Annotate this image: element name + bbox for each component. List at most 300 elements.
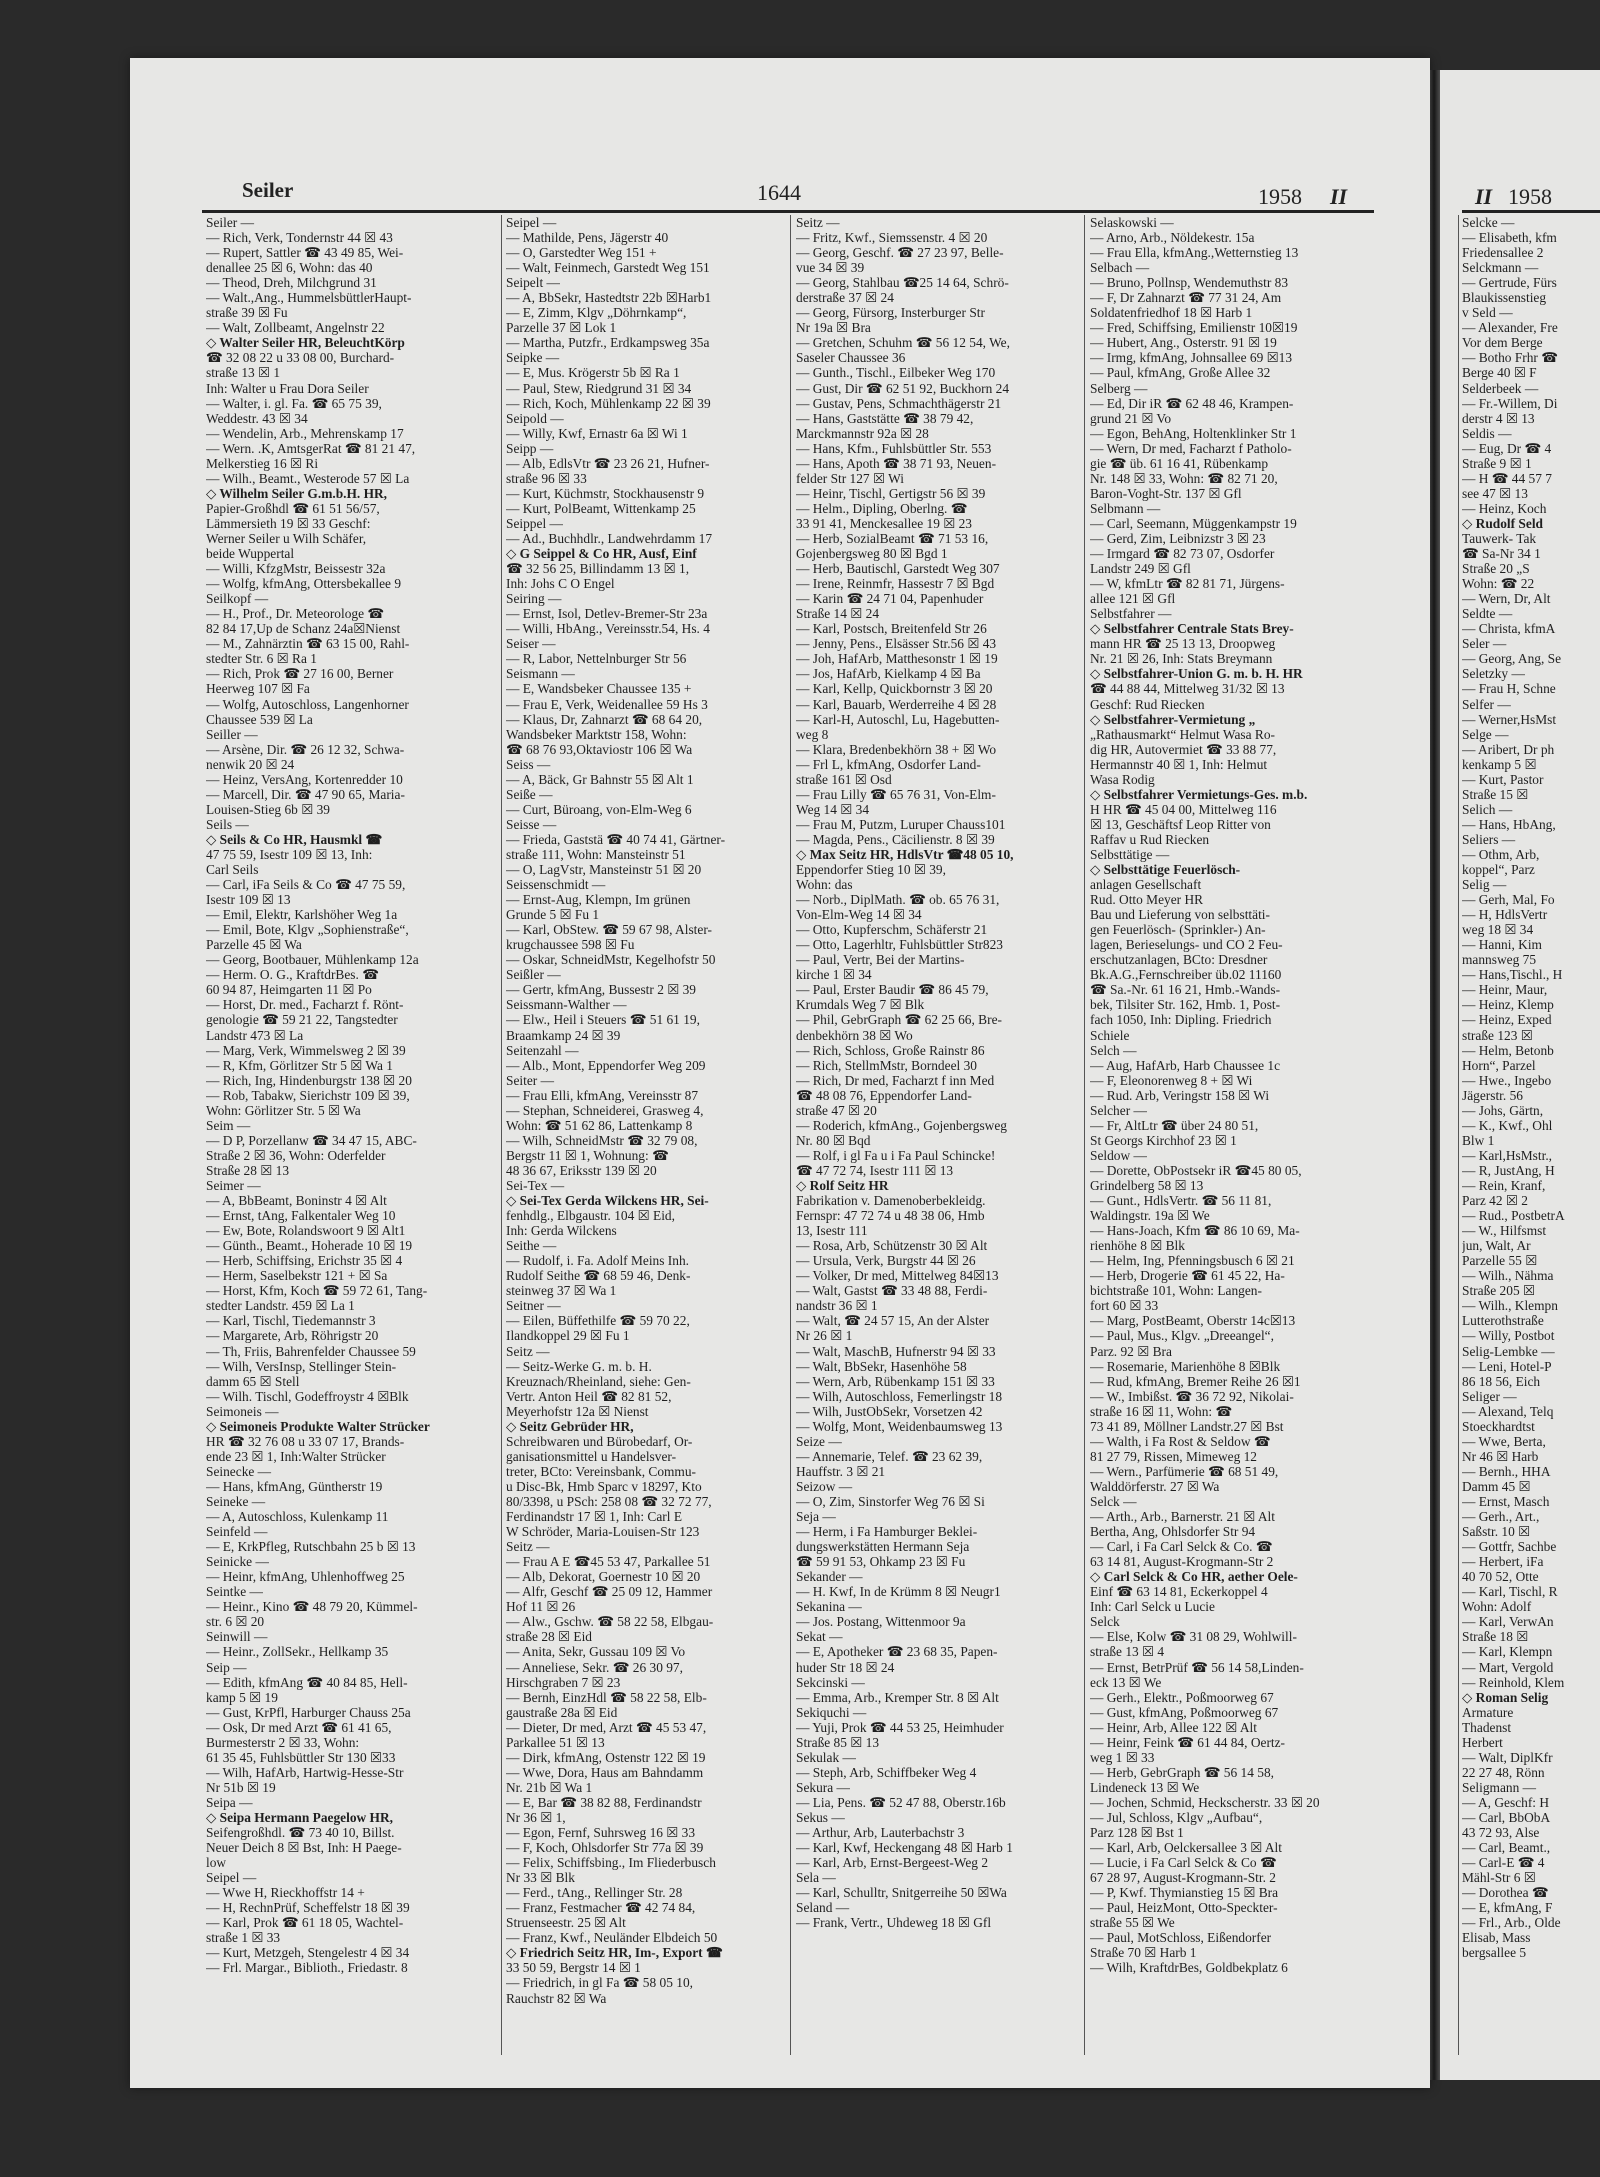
directory-entry-line: — R, Labor, Nettelnburger Str 56 xyxy=(506,651,687,667)
directory-entry-line: — Walt, ☎ 24 57 15, An der Alster xyxy=(796,1313,990,1329)
directory-entry-line: Friedensallee 2 xyxy=(1462,245,1544,261)
directory-entry-line: Hermannstr 40 ☒ 1, Inh: Helmut xyxy=(1090,756,1268,772)
directory-entry-line: lagen, Berieselungs- und CO 2 Feu- xyxy=(1090,937,1283,953)
directory-entry-line: Sekus — xyxy=(796,1809,845,1825)
directory-entry-line: straße 13 ☒ 4 xyxy=(1090,1644,1165,1660)
directory-entry-line: Lämmersieth 19 ☒ 33 Geschf: xyxy=(206,515,371,531)
header-keyword: Seiler xyxy=(242,178,294,202)
directory-entry-line: — Jul, Schloss, Klgv „Aufbau“, xyxy=(1090,1809,1263,1825)
directory-entry-line: — Herb, SozialBeamt ☎ 71 53 16, xyxy=(796,530,989,546)
directory-entry-line: — Otto, Lagerhltr, Fuhlsbüttler Str823 xyxy=(796,937,1003,953)
directory-entry-line: Straße 28 ☒ 13 xyxy=(206,1162,290,1178)
directory-entry-line: — Rob, Tabakw, Sierichstr 109 ☒ 39, xyxy=(206,1087,410,1103)
directory-entry-line: Straße 85 ☒ 13 xyxy=(796,1734,880,1750)
directory-entry-line: — Walt, MaschB, Hufnerstr 94 ☒ 33 xyxy=(796,1343,996,1359)
directory-entry-line: Nr. 21 ☒ 26, Inh: Stats Breymann xyxy=(1090,651,1273,667)
directory-entry-line: — Karl, ObStew. ☎ 59 67 98, Alster- xyxy=(506,922,712,938)
directory-entry-line: St Georgs Kirchhof 23 ☒ 1 xyxy=(1090,1132,1237,1148)
directory-entry-line: ◇ Walter Seiler HR, BeleuchtKörp xyxy=(206,335,405,351)
directory-entry-line: 40 70 52, Otte xyxy=(1462,1569,1539,1585)
directory-entry-line: Grunde 5 ☒ Fu 1 xyxy=(506,907,600,923)
directory-entry-line: — Wilh, HafArb, Hartwig-Hesse-Str xyxy=(206,1764,404,1780)
directory-entry-line: steinweg 37 ☒ Wa 1 xyxy=(506,1283,617,1299)
directory-entry-line: Seissenschmidt — xyxy=(506,877,606,893)
directory-entry-line: Straße 9 ☒ 1 xyxy=(1462,455,1532,471)
directory-entry-line: eck 13 ☒ We xyxy=(1090,1674,1162,1690)
directory-entry-line: Herbert xyxy=(1462,1734,1503,1750)
directory-entry-line: — Rich, Schloss, Große Rainstr 86 xyxy=(796,1042,985,1058)
directory-entry-line: — Karin ☎ 24 71 04, Papenhuder xyxy=(796,591,984,607)
directory-entry-line: 60 94 87, Heimgarten 11 ☒ Po xyxy=(206,982,372,998)
column-divider xyxy=(1084,215,1085,2055)
directory-entry-line: — Klara, Bredenbekhörn 38 + ☒ Wo xyxy=(796,741,997,757)
directory-entry-line: — Frau H, Schne xyxy=(1462,681,1556,697)
directory-entry-line: — Frau Elli, kfmAng, Vereinsstr 87 xyxy=(506,1087,699,1103)
directory-entry-line: — F, Koch, Ohlsdorfer Str 77a ☒ 39 xyxy=(506,1840,704,1856)
directory-entry-line: — Carl, BbObA xyxy=(1462,1809,1551,1825)
directory-entry-line: mannsweg 75 xyxy=(1462,952,1537,968)
directory-entry-line: — Friedrich, in gl Fa ☎ 58 05 10, xyxy=(506,1975,694,1991)
directory-entry-line: — Franz, Festmacher ☎ 42 74 84, xyxy=(506,1900,696,1916)
directory-entry-line: derstr 4 ☒ 13 xyxy=(1462,410,1535,426)
directory-entry-line: 48 36 67, Eriksstr 139 ☒ 20 xyxy=(506,1162,657,1178)
directory-entry-line: Selderbeek — xyxy=(1462,380,1539,396)
directory-entry-line: v Seld — xyxy=(1462,305,1513,321)
directory-entry-line: — H ☎ 44 57 7 xyxy=(1462,470,1552,486)
directory-entry-line: Selich — xyxy=(1462,801,1513,817)
directory-entry-line: — O, Zim, Sinstorfer Weg 76 ☒ Si xyxy=(796,1493,985,1509)
directory-entry-line: Parz 128 ☒ Bst 1 xyxy=(1090,1825,1184,1841)
directory-entry-line: — A, BbSekr, Hastedtstr 22b ☒Harb1 xyxy=(506,290,712,306)
directory-entry-line: Jägerstr. 56 xyxy=(1462,1087,1523,1103)
directory-entry-line: — Wendelin, Arb., Mehrenskamp 17 xyxy=(206,425,404,441)
directory-entry-line: Ferdinandstr 17 ☒ 1, Inh: Carl E xyxy=(506,1509,683,1525)
directory-entry-line: — Arth., Arb., Barnerstr. 21 ☒ Alt xyxy=(1090,1509,1275,1525)
directory-entry-line: Seiss — xyxy=(506,756,551,772)
directory-entry-line: ☎ 32 08 22 u 33 08 00, Burchard- xyxy=(206,350,395,366)
directory-entry-line: — Christa, kfmA xyxy=(1462,621,1556,637)
directory-entry-line: — Steph, Arb, Schiffbeker Weg 4 xyxy=(796,1764,977,1780)
directory-entry-line: Inh: Walter u Frau Dora Seiler xyxy=(206,380,369,396)
directory-entry-line: — Jochen, Schmid, Heckscherstr. 33 ☒ 20 xyxy=(1090,1794,1320,1810)
directory-entry-line: — Rupert, Sattler ☎ 43 49 85, Wei- xyxy=(206,245,404,261)
directory-entry-line: — Else, Kolw ☎ 31 08 29, Wohlwill- xyxy=(1090,1629,1297,1645)
directory-entry-line: Seintke — xyxy=(206,1584,263,1600)
directory-entry-line: stedter Landstr. 459 ☒ La 1 xyxy=(206,1298,355,1314)
directory-entry-line: — Frau A E ☎45 53 47, Parkallee 51 xyxy=(506,1554,711,1570)
directory-entry-line: Straße 15 ☒ xyxy=(1462,786,1529,802)
directory-entry-line: Blw 1 xyxy=(1462,1132,1495,1148)
directory-entry-line: — O, Garstedter Weg 151 + xyxy=(506,245,657,261)
directory-entry-line: — Frau Lilly ☎ 65 76 31, Von-Elm- xyxy=(796,786,996,802)
directory-entry-line: — Jos, HafArb, Kielkamp 4 ☒ Ba xyxy=(796,666,981,682)
directory-entry-line: str. 6 ☒ 20 xyxy=(206,1614,265,1630)
directory-entry-line: ◇ Selbstfahrer-Vermietung „ xyxy=(1090,711,1256,727)
directory-entry-line: — Willy, Kwf, Ernastr 6a ☒ Wi 1 xyxy=(506,425,688,441)
directory-entry-line: 81 27 79, Rissen, Mimeweg 12 xyxy=(1090,1448,1258,1464)
directory-entry-line: — Gottfr, Sachbe xyxy=(1462,1539,1557,1555)
header-year: 1958 xyxy=(1258,184,1302,209)
directory-entry-line: — Hans, Kfm., Fuhlsbüttler Str. 553 xyxy=(796,440,992,456)
directory-entry-line: — Walt, BbSekr, Hasenhöhe 58 xyxy=(796,1358,967,1374)
directory-entry-line: — Aug, HafArb, Harb Chaussee 1c xyxy=(1090,1057,1281,1073)
directory-entry-line: ☒ 13, Geschäftsf Leop Ritter von xyxy=(1090,816,1271,832)
directory-entry-line: — Leni, Hotel-P xyxy=(1462,1358,1552,1374)
directory-entry-line: Ilandkoppel 29 ☒ Fu 1 xyxy=(506,1328,630,1344)
directory-entry-line: — Herbert, iFa xyxy=(1462,1554,1544,1570)
directory-entry-line: — A, Bäck, Gr Bahnstr 55 ☒ Alt 1 xyxy=(506,771,694,787)
directory-entry-line: — Ernst, tAng, Falkentaler Weg 10 xyxy=(206,1208,396,1224)
directory-entry-line: Seipelt — xyxy=(506,275,560,291)
directory-entry-line: Kreuznach/Rheinland, siehe: Gen- xyxy=(506,1373,691,1389)
directory-entry-line: dig HR, Autovermiet ☎ 33 88 77, xyxy=(1090,741,1277,757)
directory-entry-line: — Alw., Gschw. ☎ 58 22 58, Elbgau- xyxy=(506,1614,714,1630)
directory-entry-line: Wohn: das xyxy=(796,877,853,893)
directory-entry-line: — Bernh., HHA xyxy=(1462,1463,1551,1479)
directory-entry-line: Schreibwaren und Bürobedarf, Or- xyxy=(506,1433,693,1449)
directory-entry-line: — Arthur, Arb, Lauterbachstr 3 xyxy=(796,1825,965,1841)
directory-entry-line: — Paul, Erster Baudir ☎ 86 45 79, xyxy=(796,982,989,998)
directory-entry-line: — Norb., DiplMath. ☎ ob. 65 76 31, xyxy=(796,892,1000,908)
directory-entry-line: — Wwe, Berta, xyxy=(1462,1433,1546,1449)
directory-entry-line: — Frank, Vertr., Uhdeweg 18 ☒ Gfl xyxy=(796,1915,992,1931)
directory-entry-line: Weddestr. 43 ☒ 34 xyxy=(206,410,308,426)
directory-entry-line: — Hubert, Ang., Osterstr. 91 ☒ 19 xyxy=(1090,335,1277,351)
directory-entry-line: erschutzanlagen, BCto: Dresdner xyxy=(1090,952,1268,968)
directory-entry-line: 47 75 59, Isestr 109 ☒ 13, Inh: xyxy=(206,846,373,862)
directory-entry-line: — Phil, GebrGraph ☎ 62 25 66, Bre- xyxy=(796,1012,1002,1028)
directory-entry-line: — Arsène, Dir. ☎ 26 12 32, Schwa- xyxy=(206,741,405,757)
directory-entry-line: Seipold — xyxy=(506,410,564,426)
directory-entry-line: — Wern, Dr med, Facharzt f Patholo- xyxy=(1090,440,1292,456)
directory-entry-line: Sela — xyxy=(796,1870,836,1886)
directory-entry-line: — Frl L, kfmAng, Osdorfer Land- xyxy=(796,756,981,772)
directory-entry-line: — Mathilde, Pens, Jägerstr 40 xyxy=(506,230,669,246)
directory-entry-line: — E, Zimm, Klgv „Döhrnkamp“, xyxy=(506,305,687,321)
directory-entry-line: — Osk, Dr med Arzt ☎ 61 41 65, xyxy=(206,1719,392,1735)
directory-entry-line: Seiler — xyxy=(206,215,254,230)
directory-entry-line: — Paul, Mus., Klgv. „Dreeangel“, xyxy=(1090,1328,1274,1344)
column-divider xyxy=(1458,215,1459,2055)
directory-entry-line: — Rein, Kranf, xyxy=(1462,1178,1546,1193)
directory-entry-line: — Martha, Putzfr., Erdkampsweg 35a xyxy=(506,335,710,351)
directory-entry-line: — Rich, Dr med, Facharzt f inn Med xyxy=(796,1072,995,1088)
directory-entry-line: — H, RechnPrüf, Scheffelstr 18 ☒ 39 xyxy=(206,1900,410,1916)
directory-entry-line: Sekcinski — xyxy=(796,1674,865,1690)
directory-entry-line: Seiller — xyxy=(206,726,258,742)
directory-entry-line: — Annemarie, Telef. ☎ 23 62 39, xyxy=(796,1448,983,1464)
directory-entry-line: — Frl. Margar., Biblioth., Friedastr. 8 xyxy=(206,1960,408,1976)
directory-entry-line: — Rolf, i gl Fa u i Fa Paul Schincke! xyxy=(796,1147,996,1163)
directory-entry-line: — Marg, PostBeamt, Oberstr 14c☒13 xyxy=(1090,1313,1296,1329)
directory-entry-line: — Heinr, Tischl, Gertigstr 56 ☒ 39 xyxy=(796,485,986,501)
directory-entry-line: — Alexander, Fre xyxy=(1462,320,1558,336)
directory-entry-line: — Willi, KfzgMstr, Beissestr 32a xyxy=(206,561,386,577)
directory-entry-line: Nr. 21b ☒ Wa 1 xyxy=(506,1779,593,1795)
directory-entry-line: — Felix, Schiffsbing., Im Fliederbusch xyxy=(506,1855,716,1871)
directory-entry-line: Seipke — xyxy=(506,350,560,366)
directory-entry-line: — Ernst, Isol, Detlev-Bremer-Str 23a xyxy=(506,606,708,622)
directory-entry-line: Seiße — xyxy=(506,786,553,802)
directory-column-1 xyxy=(206,215,498,2055)
directory-entry-line: — Egon, BehAng, Holtenklinker Str 1 xyxy=(1090,425,1297,441)
directory-entry-line: Straße 70 ☒ Harb 1 xyxy=(1090,1945,1197,1961)
directory-entry-line: — Dorette, ObPostsekr iR ☎45 80 05, xyxy=(1090,1162,1302,1178)
directory-entry-line: Seletzky — xyxy=(1462,666,1525,682)
directory-entry-line: — Paul, MotSchloss, Eißendorfer xyxy=(1090,1930,1272,1946)
directory-entry-line: — Rich, StellmMstr, Borndeel 30 xyxy=(796,1057,977,1073)
directory-entry-line: huder Str 18 ☒ 24 xyxy=(796,1659,895,1675)
directory-entry-line: ◇ Seitz Gebrüder HR, xyxy=(506,1418,634,1434)
directory-entry-line: Seimer — xyxy=(206,1178,261,1193)
directory-entry-line: Seitenzahl — xyxy=(506,1042,579,1058)
directory-entry-line: Burmesterstr 2 ☒ 33, Wohn: xyxy=(206,1734,360,1750)
directory-entry-line: straße 47 ☒ 20 xyxy=(796,1102,877,1118)
directory-entry-line: 73 41 89, Möllner Landstr.27 ☒ Bst xyxy=(1090,1418,1284,1434)
directory-entry-line: straße 16 ☒ 11, Wohn: ☎ xyxy=(1090,1403,1233,1419)
directory-entry-line: — Carl, i Fa Carl Selck & Co. ☎ xyxy=(1090,1539,1273,1555)
directory-entry-line: Selck xyxy=(1090,1614,1120,1630)
directory-entry-line: — Karl, Kellp, Quickbornstr 3 ☒ 20 xyxy=(796,681,993,697)
directory-entry-line: — Ernst, BetrPrüf ☎ 56 14 58,Linden- xyxy=(1090,1659,1304,1675)
directory-entry-line: krugchaussee 598 ☒ Fu xyxy=(506,937,635,953)
directory-entry-line: — Theod, Dreh, Milchgrund 31 xyxy=(206,275,377,291)
directory-entry-line: 80/3398, u PSch: 258 08 ☎ 32 72 77, xyxy=(506,1493,712,1509)
directory-entry-line: gen Feuerlösch- (Sprinkler-) An- xyxy=(1090,922,1266,938)
directory-entry-line: — Hans,Tischl., H xyxy=(1462,967,1563,983)
directory-entry-line: Selfer — xyxy=(1462,696,1511,712)
directory-entry-line: Einf ☎ 63 14 81, Eckerkoppel 4 xyxy=(1090,1584,1268,1600)
directory-entry-line: Sekat — xyxy=(796,1629,843,1645)
directory-entry-line: — Frl., Arb., Olde xyxy=(1462,1915,1561,1931)
directory-entry-line: allee 121 ☒ Gfl xyxy=(1090,591,1176,607)
directory-entry-line: — Hans, Gaststätte ☎ 38 79 42, xyxy=(796,410,974,426)
directory-entry-line: — Joh, HafArb, Matthesonstr 1 ☒ 19 xyxy=(796,651,998,667)
directory-entry-line: Nr 33 ☒ Blk xyxy=(506,1870,575,1886)
directory-entry-line: Selbstfahrer — xyxy=(1090,606,1172,622)
directory-entry-line: — Heinz, VersAng, Kortenredder 10 xyxy=(206,771,403,787)
directory-entry-line: straße 111, Wohn: Mansteinstr 51 xyxy=(506,846,686,862)
directory-entry-line: — Fr, AltLtr ☎ über 24 80 51, xyxy=(1090,1117,1259,1133)
directory-entry-line: grund 21 ☒ Vo xyxy=(1090,410,1172,426)
directory-entry-line: — Paul, Vertr, Bei der Martins- xyxy=(796,952,965,968)
directory-entry-line: — Frau Ella, kfmAng.,Wetternstieg 13 xyxy=(1090,245,1299,261)
directory-column-3 xyxy=(796,215,1081,2055)
directory-entry-line: — Georg, Stahlbau ☎25 14 64, Schrö- xyxy=(796,275,1009,291)
directory-entry-line: — Kurt, Pastor xyxy=(1462,771,1544,787)
directory-entry-line: Neuer Deich 8 ☒ Bst, Inh: H Paege- xyxy=(206,1840,402,1856)
directory-entry-line: — Rudolf, i. Fa. Adolf Meins Inh. xyxy=(506,1253,690,1269)
directory-entry-line: — Stephan, Schneiderei, Grasweg 4, xyxy=(506,1102,704,1118)
directory-entry-line: — D P, Porzellanw ☎ 34 47 15, ABC- xyxy=(206,1132,417,1148)
directory-entry-line: — Gustav, Pens, Schmachthägerstr 21 xyxy=(796,395,1002,411)
directory-entry-line: Armature xyxy=(1462,1704,1514,1720)
directory-entry-line: Heerweg 107 ☒ Fa xyxy=(206,681,310,697)
directory-entry-line: Tauwerk- Tak xyxy=(1462,530,1537,546)
directory-entry-line: ◇ Selbstfahrer-Union G. m. b. H. HR xyxy=(1090,666,1303,682)
directory-entry-line: Seitz — xyxy=(506,1343,550,1359)
directory-entry-line: treter, BCto: Vereinsbank, Commu- xyxy=(506,1463,697,1479)
directory-entry-line: — E, Mus. Krögerstr 5b ☒ Ra 1 xyxy=(506,365,680,381)
directory-entry-line: anlagen Gesellschaft xyxy=(1090,877,1202,893)
directory-column-2 xyxy=(506,215,788,2055)
directory-entry-line: Seliger — xyxy=(1462,1388,1517,1404)
directory-entry-line: ◇ Selbstfahrer Vermietungs-Ges. m.b. xyxy=(1090,786,1308,802)
directory-entry-line: — Wilh., Klempn xyxy=(1462,1298,1558,1314)
directory-entry-line: — Walter, i. gl. Fa. ☎ 65 75 39, xyxy=(206,395,382,411)
directory-entry-line: mann HR ☎ 25 13 13, Droopweg xyxy=(1090,636,1276,652)
directory-entry-line: — H, HdlsVertr xyxy=(1462,907,1548,923)
directory-entry-line: — H., Prof., Dr. Meteorologe ☎ xyxy=(206,606,385,622)
directory-entry-line: — Karl, Postsch, Breitenfeld Str 26 xyxy=(796,621,987,637)
directory-entry-line: 22 27 48, Rönn xyxy=(1462,1764,1545,1780)
directory-entry-line: Parkallee 51 ☒ 13 xyxy=(506,1734,605,1750)
directory-entry-line: H HR ☎ 45 04 00, Mittelweg 116 xyxy=(1090,801,1277,817)
directory-entry-line: Vertr. Anton Heil ☎ 82 81 52, xyxy=(506,1388,672,1404)
directory-entry-line: — Gretchen, Schuhm ☎ 56 12 54, We, xyxy=(796,335,1010,351)
directory-entry-line: Selch — xyxy=(1090,1042,1137,1058)
directory-entry-line: — A, BbBeamt, Boninstr 4 ☒ Alt xyxy=(206,1193,387,1209)
header-rule xyxy=(202,210,1374,213)
directory-entry-line: Meyerhofstr 12a ☒ Nienst xyxy=(506,1403,649,1419)
directory-entry-line: Lindeneck 13 ☒ We xyxy=(1090,1779,1200,1795)
directory-entry-line: Soldatenfriedhof 18 ☒ Harb 1 xyxy=(1090,305,1253,321)
directory-entry-line: — Yuji, Prok ☎ 44 53 25, Heimhuder xyxy=(796,1719,1004,1735)
directory-entry-line: — E, Bar ☎ 38 82 88, Ferdinandstr xyxy=(506,1794,702,1810)
directory-entry-line: Seitz — xyxy=(506,1539,550,1555)
directory-entry-line: Lutterothstraße xyxy=(1462,1313,1544,1329)
directory-entry-line: — A, Geschf: H xyxy=(1462,1794,1550,1810)
directory-entry-line: — Magda, Pens., Cäcilienstr. 8 ☒ 39 xyxy=(796,831,995,847)
directory-entry-line: Werner Seiler u Wilh Schäfer, xyxy=(206,530,367,546)
directory-entry-line: — Wilh., Nähma xyxy=(1462,1268,1554,1284)
directory-entry-line: nenwik 20 ☒ 24 xyxy=(206,756,295,772)
directory-entry-line: — Wern, Dr, Alt xyxy=(1462,591,1551,607)
directory-entry-line: Selckmann — xyxy=(1462,260,1539,276)
directory-entry-line: — Horst, Dr. med., Facharzt f. Rönt- xyxy=(206,997,404,1013)
directory-entry-line: Nr 26 ☒ 1 xyxy=(796,1328,853,1344)
directory-entry-line: — Walt, Zollbeamt, Angelnstr 22 xyxy=(206,320,385,336)
directory-entry-line: Seipel — xyxy=(506,215,557,230)
directory-entry-line: — Walt, Feinmech, Garstedt Weg 151 xyxy=(506,260,710,276)
directory-entry-line: 33 50 59, Bergstr 14 ☒ 1 xyxy=(506,1960,641,1976)
directory-entry-line: ◇ Carl Selck & Co HR, aether Oele- xyxy=(1090,1569,1298,1585)
directory-entry-line: Struenseestr. 25 ☒ Alt xyxy=(506,1915,626,1931)
directory-entry-line: — Paul, kfmAng, Große Allee 32 xyxy=(1090,365,1271,381)
directory-entry-line: — Wilh, KraftdrBes, Goldbekplatz 6 xyxy=(1090,1960,1288,1976)
directory-entry-line: Berge 40 ☒ F xyxy=(1462,365,1537,381)
directory-entry-line: — Alb, EdlsVtr ☎ 23 26 21, Hufner- xyxy=(506,455,710,471)
directory-entry-line: — Willy, Postbot xyxy=(1462,1328,1555,1344)
directory-entry-line: — Gust, KrPfl, Harburger Chauss 25a xyxy=(206,1704,411,1720)
directory-entry-line: ☎ 59 91 53, Ohkamp 23 ☒ Fu xyxy=(796,1554,966,1570)
directory-entry-line: — Carl-E ☎ 4 xyxy=(1462,1855,1545,1871)
directory-entry-line: — H. Kwf, In de Krümm 8 ☒ Neugr1 xyxy=(796,1584,1001,1600)
directory-entry-line: ◇ Rolf Seitz HR xyxy=(796,1178,889,1193)
directory-entry-line: Seiser — xyxy=(506,636,556,652)
directory-entry-line: Seligmann — xyxy=(1462,1779,1537,1795)
directory-entry-line: — Karl,HsMstr., xyxy=(1462,1147,1553,1163)
directory-entry-line: — Curt, Büroang, von-Elm-Weg 6 xyxy=(506,801,692,817)
directory-entry-line: felder Str 127 ☒ Wi xyxy=(796,470,904,486)
directory-entry-line: vue 34 ☒ 39 xyxy=(796,260,865,276)
directory-entry-line: Selcher — xyxy=(1090,1102,1147,1118)
directory-entry-line: ☎ 44 88 44, Mittelweg 31/32 ☒ 13 xyxy=(1090,681,1285,697)
directory-entry-line: — Heinr., Kino ☎ 48 79 20, Kümmel- xyxy=(206,1599,418,1615)
directory-entry-line: — Bernh, EinzHdl ☎ 58 22 58, Elb- xyxy=(506,1689,707,1705)
directory-entry-line: — Wwe, Dora, Haus am Bahndamm xyxy=(506,1764,704,1780)
page-number: 1644 xyxy=(757,180,801,205)
directory-entry-line: Straße 2 ☒ 36, Wohn: Oderfelder xyxy=(206,1147,386,1163)
directory-entry-line: Von-Elm-Weg 14 ☒ 34 xyxy=(796,907,922,923)
directory-entry-line: — Marcell, Dir. ☎ 47 90 65, Maria- xyxy=(206,786,405,802)
directory-entry-line: — Gunt., HdlsVertr. ☎ 56 11 81, xyxy=(1090,1193,1272,1209)
directory-entry-line: Landstr 249 ☒ Gfl xyxy=(1090,561,1191,577)
directory-entry-line: Seinecke — xyxy=(206,1463,272,1479)
directory-entry-line: — Wilh, VersInsp, Stellinger Stein- xyxy=(206,1358,397,1374)
directory-entry-line: derstraße 37 ☒ 24 xyxy=(796,290,894,306)
directory-entry-line: — Marg, Verk, Wimmelsweg 2 ☒ 39 xyxy=(206,1042,406,1058)
directory-entry-line: — Wilh., Beamt., Westerode 57 ☒ La xyxy=(206,470,410,486)
directory-entry-line: — Heinz, Klemp xyxy=(1462,997,1554,1013)
directory-entry-line: 86 18 56, Eich xyxy=(1462,1373,1541,1389)
directory-entry-line: Waldingstr. 19a ☒ We xyxy=(1090,1208,1210,1224)
directory-entry-line: straße 96 ☒ 33 xyxy=(506,470,587,486)
directory-entry-line: Seliers — xyxy=(1462,831,1516,847)
directory-entry-line: Seipp — xyxy=(506,440,554,456)
directory-entry-line: — Heinr, Maur, xyxy=(1462,982,1548,998)
directory-entry-line: — Kurt, Küchmstr, Stockhausenstr 9 xyxy=(506,485,705,501)
directory-entry-line: — Carl, Seemann, Müggenkampstr 19 xyxy=(1090,515,1297,531)
directory-entry-line: Seldte — xyxy=(1462,606,1513,622)
directory-entry-line: Rauchstr 82 ☒ Wa xyxy=(506,1990,607,2006)
directory-entry-line: Seitner — xyxy=(506,1298,561,1314)
directory-entry-line: Seimoneis — xyxy=(206,1403,279,1419)
directory-entry-line: — E, KrkPfleg, Rutschbahn 25 b ☒ 13 xyxy=(206,1539,416,1555)
directory-entry-line: fort 60 ☒ 33 xyxy=(1090,1298,1159,1314)
directory-entry-line: kamp 5 ☒ 19 xyxy=(206,1689,278,1705)
directory-entry-line: straße 123 ☒ xyxy=(1462,1027,1533,1043)
directory-entry-line: Parzelle 45 ☒ Wa xyxy=(206,937,302,953)
directory-entry-line: — E, kfmAng, F xyxy=(1462,1900,1553,1916)
directory-entry-line: Inh: Carl Selck u Lucie xyxy=(1090,1599,1215,1615)
directory-entry-line: — Alb., Mont, Eppendorfer Weg 209 xyxy=(506,1057,706,1073)
directory-entry-line: — Herm, i Fa Hamburger Beklei- xyxy=(796,1524,978,1540)
directory-entry-line: Bau und Lieferung von selbsttäti- xyxy=(1090,907,1270,923)
directory-entry-line: Raffav u Rud Riecken xyxy=(1090,831,1210,847)
directory-entry-line: — Kurt, PolBeamt, Wittenkamp 25 xyxy=(506,500,696,516)
directory-entry-line: 63 14 81, August-Krogmann-Str 2 xyxy=(1090,1554,1274,1570)
directory-entry-line: — Rud. Arb, Veringstr 158 ☒ Wi xyxy=(1090,1087,1270,1103)
directory-entry-line: Seiring — xyxy=(506,591,562,607)
directory-entry-line: — Karl-H, Autoschl, Lu, Hagebutten- xyxy=(796,711,1000,727)
directory-entry-line: — Othm, Arb, xyxy=(1462,846,1540,862)
directory-entry-line: — Anita, Sekr, Gussau 109 ☒ Vo xyxy=(506,1644,686,1660)
directory-entry-line: — Georg, Ang, Se xyxy=(1462,651,1562,667)
directory-entry-line: — Helm., Dipling, Oberlng. ☎ xyxy=(796,500,968,516)
directory-entry-line: low xyxy=(206,1855,227,1871)
directory-entry-line: weg 8 xyxy=(796,726,829,742)
directory-entry-line: denbekhörn 38 ☒ Wo xyxy=(796,1027,913,1043)
directory-entry-line: Sekulak — xyxy=(796,1749,856,1765)
directory-entry-line: — Walt.,Ang., HummelsbüttlerHaupt- xyxy=(206,290,412,306)
directory-entry-line: — Heinr., ZollSekr., Hellkamp 35 xyxy=(206,1644,389,1660)
directory-entry-line: dungswerkstätten Hermann Seja xyxy=(796,1539,970,1555)
directory-entry-line: ☎ 68 76 93,Oktaviostr 106 ☒ Wa xyxy=(506,741,693,757)
directory-entry-line: Selberg — xyxy=(1090,380,1148,396)
directory-entry-line: — Rich, Verk, Tondernstr 44 ☒ 43 xyxy=(206,230,393,246)
directory-entry-line: fach 1050, Inh: Dipling. Friedrich xyxy=(1090,1012,1272,1028)
